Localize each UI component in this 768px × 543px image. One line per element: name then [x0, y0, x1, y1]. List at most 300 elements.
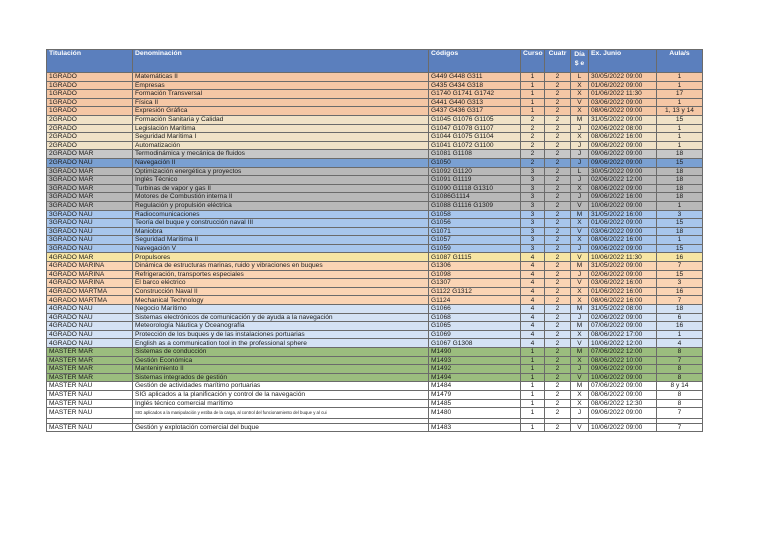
table-row	[47, 210, 703, 219]
cell-denominacion: Física II	[133, 98, 429, 107]
cell-dia: J	[571, 244, 589, 253]
table-row	[47, 141, 703, 150]
cell-cuatr: 2	[545, 244, 571, 253]
cell-denominacion: Sistemas integrados de gestión	[133, 373, 429, 382]
cell-aulas: 7	[657, 408, 703, 419]
cell-ex-junio: 08/06/2022 09:00	[589, 390, 657, 399]
cell-titulacion: 4GRADO MARINA	[47, 279, 133, 288]
cell-denominacion: Navegación V	[133, 244, 429, 253]
cell-dia: J	[571, 176, 589, 185]
cell-aulas: 18	[657, 193, 703, 202]
table-row	[47, 201, 703, 210]
cell-titulacion: 3GRADO MAR	[47, 176, 133, 185]
cell-aulas: 7	[657, 356, 703, 365]
col-header-titulacion: Titulación	[47, 50, 133, 73]
cell-titulacion: MASTER NAU	[47, 423, 133, 432]
cell-titulacion: 4GRADO MARINA	[47, 270, 133, 279]
cell-curso: 1	[521, 399, 545, 408]
cell-ex-junio: 09/06/2022 09:00	[589, 150, 657, 159]
cell-ex-junio: 08/06/2022 16:00	[589, 133, 657, 142]
cell-aulas: 16	[657, 253, 703, 262]
cell-cuatr: 2	[545, 279, 571, 288]
cell-cuatr: 2	[545, 133, 571, 142]
cell-curso: 4	[521, 339, 545, 348]
cell-curso: 1	[521, 365, 545, 374]
cell-codigos: G1065	[429, 322, 521, 331]
cell-cuatr: 2	[545, 210, 571, 219]
cell-curso: 2	[521, 133, 545, 142]
table-row	[47, 330, 703, 339]
cell-titulacion: 2GRADO MAR	[47, 150, 133, 159]
cell-titulacion: 1GRADO	[47, 98, 133, 107]
cell-curso: 1	[521, 348, 545, 357]
cell-aulas: 1	[657, 73, 703, 82]
cell-aulas: 1	[657, 141, 703, 150]
cell-curso: 1	[521, 81, 545, 90]
cell-dia: V	[571, 227, 589, 236]
cell-denominacion: Mechanical Technology	[133, 296, 429, 305]
cell-denominacion: Seguridad Marítima II	[133, 236, 429, 245]
cell-curso: 4	[521, 279, 545, 288]
cell-ex-junio: 09/06/2022 09:00	[589, 244, 657, 253]
cell-denominacion: Sistemas electrónicos de comunicación y de ayuda a la navegación	[133, 313, 429, 322]
table-row	[47, 107, 703, 116]
cell-dia: J	[571, 408, 589, 419]
cell-codigos: G1088 G1116 G1309	[429, 201, 521, 210]
table-row	[47, 399, 703, 408]
cell-curso: 4	[521, 287, 545, 296]
cell-codigos: G1044 G1075 G1104	[429, 133, 521, 142]
cell-ex-junio: 02/06/2022 09:00	[589, 313, 657, 322]
cell-dia: M	[571, 348, 589, 357]
cell-cuatr: 2	[545, 150, 571, 159]
cell-codigos: G1069	[429, 330, 521, 339]
cell-ex-junio: 31/05/2022 08:00	[589, 305, 657, 314]
cell-curso: 1	[521, 382, 545, 391]
cell-dia: J	[571, 141, 589, 150]
table-row	[47, 270, 703, 279]
table-row	[47, 193, 703, 202]
col-header-codigos: Códigos	[429, 50, 521, 73]
cell-curso: 4	[521, 296, 545, 305]
cell-titulacion: 4GRADO MARTMA	[47, 296, 133, 305]
cell-dia: V	[571, 423, 589, 432]
cell-curso: 3	[521, 193, 545, 202]
cell-codigos: G1057	[429, 236, 521, 245]
cell-denominacion: El barco eléctrico	[133, 279, 429, 288]
cell-curso: 3	[521, 167, 545, 176]
cell-ex-junio: 08/06/2022 16:00	[589, 236, 657, 245]
cell-cuatr: 2	[545, 98, 571, 107]
cell-dia: X	[571, 184, 589, 193]
cell-ex-junio: 01/06/2022 09:00	[589, 81, 657, 90]
cell-titulacion: MASTER NAU	[47, 390, 133, 399]
cell-codigos: G1122 G1312	[429, 287, 521, 296]
cell-aulas: 1	[657, 133, 703, 142]
cell-aulas: 7	[657, 423, 703, 432]
cell-codigos: G1058	[429, 210, 521, 219]
cell-curso: 4	[521, 330, 545, 339]
cell-dia: V	[571, 339, 589, 348]
cell-denominacion: Refrigeración, transportes especiales	[133, 270, 429, 279]
cell-dia: V	[571, 279, 589, 288]
cell-curso: 2	[521, 141, 545, 150]
cell-codigos: G1098	[429, 270, 521, 279]
cell-ex-junio: 07/06/2022 09:00	[589, 322, 657, 331]
cell-denominacion: Termodinámica y mecánica de fluidos	[133, 150, 429, 159]
cell-denominacion: Matemáticas II	[133, 73, 429, 82]
cell-cuatr: 2	[545, 423, 571, 432]
table-row	[47, 348, 703, 357]
cell-ex-junio: 30/05/2022 09:00	[589, 73, 657, 82]
cell-denominacion: Formación Sanitaria y Calidad	[133, 115, 429, 124]
cell-curso: 1	[521, 408, 545, 419]
cell-cuatr: 2	[545, 81, 571, 90]
cell-titulacion: MASTER NAU	[47, 408, 133, 419]
cell-dia: X	[571, 236, 589, 245]
cell-cuatr: 2	[545, 227, 571, 236]
cell-curso: 4	[521, 262, 545, 271]
cell-aulas: 1	[657, 98, 703, 107]
cell-curso: 1	[521, 423, 545, 432]
cell-dia: M	[571, 382, 589, 391]
cell-titulacion: 2GRADO NAU	[47, 158, 133, 167]
cell-dia: M	[571, 262, 589, 271]
cell-cuatr: 2	[545, 141, 571, 150]
cell-curso: 1	[521, 390, 545, 399]
cell-aulas: 1	[657, 124, 703, 133]
cell-dia: X	[571, 219, 589, 228]
cell-cuatr: 2	[545, 253, 571, 262]
cell-codigos: M1492	[429, 365, 521, 374]
cell-denominacion: Expresión Gráfica	[133, 107, 429, 116]
cell-cuatr: 2	[545, 115, 571, 124]
cell-cuatr: 2	[545, 219, 571, 228]
cell-cuatr: 2	[545, 158, 571, 167]
cell-codigos: G435 G434 G318	[429, 81, 521, 90]
table-row	[47, 322, 703, 331]
table-row	[47, 244, 703, 253]
cell-cuatr: 2	[545, 107, 571, 116]
cell-dia: X	[571, 287, 589, 296]
cell-ex-junio: 02/06/2022 09:00	[589, 270, 657, 279]
table-row	[47, 279, 703, 288]
cell-cuatr: 2	[545, 184, 571, 193]
cell-cuatr: 2	[545, 322, 571, 331]
cell-cuatr: 2	[545, 167, 571, 176]
cell-titulacion: 2GRADO	[47, 141, 133, 150]
cell-curso: 3	[521, 176, 545, 185]
cell-titulacion: 2GRADO	[47, 124, 133, 133]
cell-aulas: 18	[657, 305, 703, 314]
table-row	[47, 150, 703, 159]
table-row	[47, 124, 703, 133]
cell-titulacion: 2GRADO	[47, 133, 133, 142]
cell-titulacion: 3GRADO MAR	[47, 184, 133, 193]
cell-denominacion: Sistemas de conducción	[133, 348, 429, 357]
cell-cuatr: 2	[545, 313, 571, 322]
cell-codigos: G1081 G1108	[429, 150, 521, 159]
cell-dia: X	[571, 330, 589, 339]
cell-denominacion: Gestión Económica	[133, 356, 429, 365]
cell-titulacion: 4GRADO NAU	[47, 305, 133, 314]
cell-aulas: 15	[657, 115, 703, 124]
table-row	[47, 73, 703, 82]
cell-ex-junio: 10/06/2022 09:00	[589, 423, 657, 432]
cell-ex-junio: 01/06/2022 16:00	[589, 287, 657, 296]
cell-denominacion: English as a communication tool in the professional sphere	[133, 339, 429, 348]
cell-cuatr: 2	[545, 201, 571, 210]
cell-curso: 1	[521, 90, 545, 99]
cell-codigos: G449 G448 G311	[429, 73, 521, 82]
cell-titulacion: 4GRADO NAU	[47, 313, 133, 322]
cell-aulas: 7	[657, 296, 703, 305]
cell-dia: X	[571, 81, 589, 90]
cell-dia: M	[571, 115, 589, 124]
cell-ex-junio: 08/06/2022 16:00	[589, 296, 657, 305]
cell-aulas: 17	[657, 90, 703, 99]
cell-aulas: 18	[657, 184, 703, 193]
cell-denominacion: Protección de los buques y de las instalaciones portuarias	[133, 330, 429, 339]
cell-aulas: 8	[657, 348, 703, 357]
cell-aulas: 18	[657, 176, 703, 185]
cell-curso: 4	[521, 313, 545, 322]
cell-codigos: G441 G440 G313	[429, 98, 521, 107]
cell-aulas: 15	[657, 244, 703, 253]
cell-curso: 2	[521, 115, 545, 124]
cell-curso: 3	[521, 244, 545, 253]
cell-denominacion: Gestión de actividades marítimo portuarias	[133, 382, 429, 391]
col-header-aulas: Aula/s	[657, 50, 703, 73]
cell-curso: 4	[521, 253, 545, 262]
table-row	[47, 219, 703, 228]
table-row	[47, 287, 703, 296]
cell-curso: 4	[521, 305, 545, 314]
cell-cuatr: 2	[545, 176, 571, 185]
cell-cuatr: 2	[545, 262, 571, 271]
table-row	[47, 81, 703, 90]
cell-dia: V	[571, 253, 589, 262]
cell-dia: L	[571, 167, 589, 176]
cell-dia: J	[571, 365, 589, 374]
cell-dia: V	[571, 201, 589, 210]
table-row	[47, 158, 703, 167]
cell-ex-junio: 08/06/2022 09:00	[589, 107, 657, 116]
cell-curso: 3	[521, 227, 545, 236]
cell-aulas: 7	[657, 262, 703, 271]
cell-dia: J	[571, 270, 589, 279]
cell-titulacion: 3GRADO MAR	[47, 201, 133, 210]
cell-codigos: G1124	[429, 296, 521, 305]
cell-denominacion: SIG aplicados a la manipulación y estiba de la carga, al control del funcionamiento del buque y al cui	[133, 408, 429, 419]
cell-denominacion: Teoría del buque y construcción naval III	[133, 219, 429, 228]
table-row	[47, 227, 703, 236]
table-row	[47, 313, 703, 322]
cell-aulas: 8	[657, 399, 703, 408]
cell-aulas: 8	[657, 373, 703, 382]
cell-curso: 2	[521, 158, 545, 167]
cell-codigos: M1484	[429, 382, 521, 391]
cell-denominacion: Radiocomunicaciones	[133, 210, 429, 219]
cell-codigos: G1087 G1115	[429, 253, 521, 262]
cell-cuatr: 2	[545, 236, 571, 245]
cell-ex-junio: 10/06/2022 09:00	[589, 201, 657, 210]
cell-ex-junio: 03/06/2022 09:00	[589, 98, 657, 107]
cell-titulacion: 4GRADO MARTMA	[47, 287, 133, 296]
table-row	[47, 382, 703, 391]
table-row	[47, 176, 703, 185]
table-row	[47, 305, 703, 314]
header-row	[47, 50, 703, 73]
cell-codigos: G1067 G1308	[429, 339, 521, 348]
cell-cuatr: 2	[545, 382, 571, 391]
cell-ex-junio: 09/06/2022 16:00	[589, 193, 657, 202]
cell-aulas: 18	[657, 167, 703, 176]
cell-titulacion: 3GRADO MAR	[47, 167, 133, 176]
cell-cuatr: 2	[545, 90, 571, 99]
cell-denominacion: Inglés técnico comercial marítimo	[133, 399, 429, 408]
cell-cuatr: 2	[545, 330, 571, 339]
cell-denominacion: Seguridad Marítima I	[133, 133, 429, 142]
cell-titulacion: 3GRADO NAU	[47, 227, 133, 236]
cell-cuatr: 2	[545, 390, 571, 399]
cell-cuatr: 2	[545, 287, 571, 296]
cell-titulacion: MASTER NAU	[47, 382, 133, 391]
cell-ex-junio: 08/06/2022 09:00	[589, 184, 657, 193]
cell-cuatr: 2	[545, 356, 571, 365]
cell-dia: X	[571, 399, 589, 408]
cell-aulas: 3	[657, 210, 703, 219]
cell-denominacion: Construcción Naval II	[133, 287, 429, 296]
table-row	[47, 98, 703, 107]
cell-dia: V	[571, 98, 589, 107]
cell-titulacion: 4GRADO NAU	[47, 330, 133, 339]
cell-aulas: 16	[657, 322, 703, 331]
cell-dia: J	[571, 313, 589, 322]
cell-codigos: M1480	[429, 408, 521, 419]
cell-curso: 3	[521, 184, 545, 193]
cell-denominacion: Navegación II	[133, 158, 429, 167]
cell-denominacion: Automatización	[133, 141, 429, 150]
cell-codigos: G1068	[429, 313, 521, 322]
cell-ex-junio: 10/06/2022 09:00	[589, 373, 657, 382]
table-row	[47, 296, 703, 305]
cell-titulacion: 2GRADO	[47, 115, 133, 124]
cell-ex-junio: 10/06/2022 12:00	[589, 339, 657, 348]
cell-codigos: G1306	[429, 262, 521, 271]
cell-titulacion: 4GRADO MAR	[47, 253, 133, 262]
cell-titulacion: 3GRADO NAU	[47, 244, 133, 253]
cell-codigos: G1092 G1120	[429, 167, 521, 176]
cell-codigos: G1066	[429, 305, 521, 314]
cell-denominacion: Maniobra	[133, 227, 429, 236]
cell-curso: 3	[521, 210, 545, 219]
cell-codigos: G1059	[429, 244, 521, 253]
cell-ex-junio: 31/05/2022 16:00	[589, 210, 657, 219]
table-row	[47, 167, 703, 176]
cell-curso: 1	[521, 73, 545, 82]
cell-denominacion: SIG aplicados a la planificación y control de la navegación	[133, 390, 429, 399]
cell-codigos: G1740 G1741 G1742	[429, 90, 521, 99]
cell-ex-junio: 10/06/2022 11:30	[589, 253, 657, 262]
cell-titulacion: 4GRADO NAU	[47, 339, 133, 348]
cell-aulas: 3	[657, 279, 703, 288]
cell-denominacion: Regulación y propulsión eléctrica	[133, 201, 429, 210]
cell-cuatr: 2	[545, 348, 571, 357]
cell-codigos: G437 G436 G317	[429, 107, 521, 116]
cell-curso: 3	[521, 201, 545, 210]
cell-dia: X	[571, 107, 589, 116]
cell-codigos: G1086G1114	[429, 193, 521, 202]
table-row	[47, 423, 703, 432]
cell-curso: 1	[521, 373, 545, 382]
table-row	[47, 90, 703, 99]
cell-codigos: M1483	[429, 423, 521, 432]
cell-ex-junio: 08/06/2022 12:30	[589, 399, 657, 408]
cell-curso: 4	[521, 322, 545, 331]
table-row	[47, 236, 703, 245]
cell-dia: X	[571, 133, 589, 142]
cell-curso: 1	[521, 356, 545, 365]
cell-aulas: 1	[657, 201, 703, 210]
cell-denominacion: Negocio Marítimo	[133, 305, 429, 314]
cell-aulas: 8 y 14	[657, 382, 703, 391]
cell-codigos: M1485	[429, 399, 521, 408]
cell-denominacion: Formación Transversal	[133, 90, 429, 99]
cell-denominacion: Dinámica de estructuras marinas, ruido y vibraciones en buques	[133, 262, 429, 271]
cell-aulas: 16	[657, 287, 703, 296]
cell-dia: X	[571, 90, 589, 99]
cell-denominacion: Mantenimiento II	[133, 365, 429, 374]
cell-titulacion: 3GRADO NAU	[47, 210, 133, 219]
cell-cuatr: 2	[545, 399, 571, 408]
cell-denominacion: Propulsores	[133, 253, 429, 262]
cell-codigos: M1490	[429, 348, 521, 357]
table-row	[47, 184, 703, 193]
cell-denominacion: Optimización energética y proyectos	[133, 167, 429, 176]
cell-dia: V	[571, 373, 589, 382]
table-row	[47, 390, 703, 399]
cell-aulas: 15	[657, 158, 703, 167]
cell-ex-junio: 03/06/2022 16:00	[589, 279, 657, 288]
exam-schedule-table	[46, 49, 703, 432]
cell-aulas: 18	[657, 227, 703, 236]
cell-titulacion: 1GRADO	[47, 90, 133, 99]
cell-dia: M	[571, 322, 589, 331]
cell-cuatr: 2	[545, 365, 571, 374]
cell-aulas: 1	[657, 236, 703, 245]
cell-codigos: M1479	[429, 390, 521, 399]
col-header-denominacion: Denominación	[133, 50, 429, 73]
table-row	[47, 365, 703, 374]
col-header-cuatr: Cuatr	[545, 50, 571, 73]
cell-titulacion: 1GRADO	[47, 73, 133, 82]
table-row	[47, 133, 703, 142]
cell-curso: 2	[521, 124, 545, 133]
cell-aulas: 1	[657, 81, 703, 90]
cell-ex-junio: 02/06/2022 12:00	[589, 176, 657, 185]
cell-codigos: G1045 G1076 G1105	[429, 115, 521, 124]
cell-aulas: 4	[657, 339, 703, 348]
cell-denominacion: Inglés Técnico	[133, 176, 429, 185]
cell-curso: 1	[521, 98, 545, 107]
cell-cuatr: 2	[545, 270, 571, 279]
table-row	[47, 115, 703, 124]
cell-denominacion: Gestión y explotación comercial del buque	[133, 423, 429, 432]
cell-ex-junio: 03/06/2022 09:00	[589, 227, 657, 236]
cell-denominacion: Legislación Marítima	[133, 124, 429, 133]
cell-denominacion: Empresas	[133, 81, 429, 90]
